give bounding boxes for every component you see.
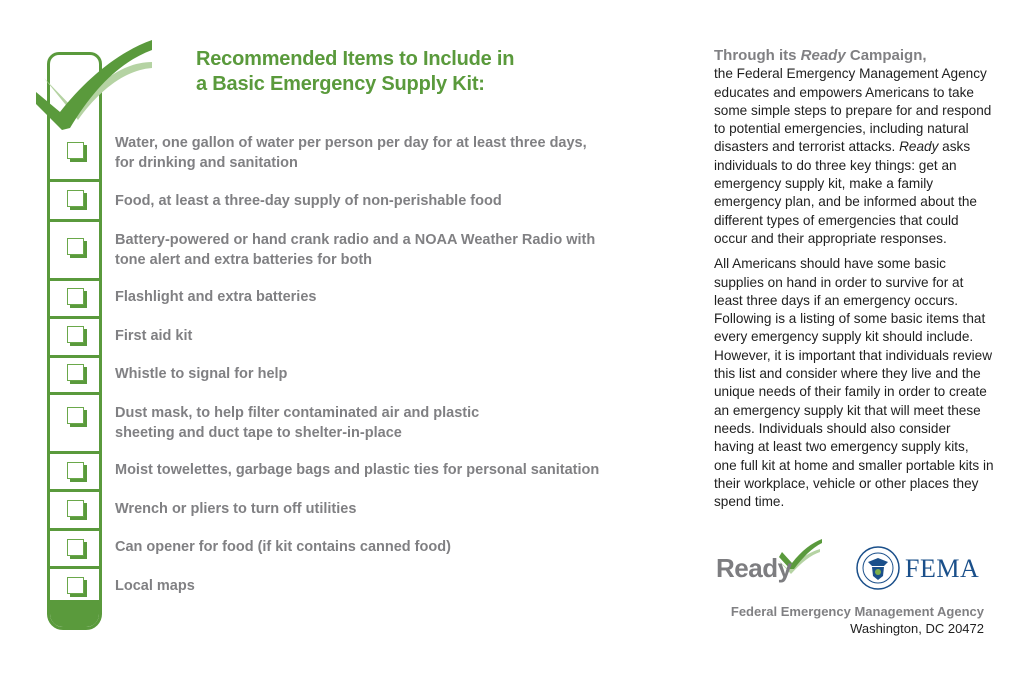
list-item [115,230,655,270]
item-text: Moist towelettes, garbage bags and plastic ties for personal sanitation [115,462,600,478]
item-text: Can opener for food (if kit contains canned food) [115,539,451,555]
item-text: tone alert and extra batteries for both [115,252,373,268]
row-divider [50,179,99,182]
item-text: Local maps [115,578,195,594]
lead-heading [714,47,994,65]
campaign-description [714,47,994,518]
page-title [196,47,514,97]
row-divider [50,566,99,569]
title-line-1: Recommended Items to Include in [196,48,515,70]
checkbox[interactable] [67,500,84,517]
item-text: Food, at least a three-day supply of non-perishable food [115,193,502,209]
list-item [115,403,655,443]
item-text: Dust mask, to help filter contaminated air and plastic [115,405,480,421]
checkbox[interactable] [67,462,84,479]
item-text: Wrench or pliers to turn off utilities [115,501,357,517]
paragraph-text: asks individuals to do three key things: get an emergency supply kit, make a family emergency plan, and be informed about the different types of emergencies that could occur and their appropriate responses. [714,139,977,246]
checkbox[interactable] [67,407,84,424]
list-item [115,499,655,519]
list-item [115,576,655,596]
paragraph-text: the Federal Emergency Management Agency educates and empowers Americans to take some simple steps to prepare for and respond to potential emergencies, including natural disasters and terrorist attacks. [714,66,992,155]
list-item [115,364,655,384]
list-item [115,326,655,346]
paragraph-1 [714,65,994,248]
row-divider [50,316,99,319]
list-item [115,287,655,307]
item-text: sheeting and duct tape to shelter-in-place [115,425,402,441]
checkmark-icon [0,0,200,140]
list-item [115,537,655,557]
fema-logo: FEMA [905,554,980,583]
item-text: Whistle to signal for help [115,366,288,382]
row-divider [50,392,99,395]
list-item [115,133,655,173]
row-divider [50,355,99,358]
list-item [115,460,655,480]
list-item [115,191,655,211]
lead-text: Campaign, [845,47,927,64]
row-divider [50,219,99,222]
row-divider [50,489,99,492]
agency-address: Washington, DC 20472 [850,621,984,636]
lead-italic: Ready [800,47,846,64]
checkbox[interactable] [67,577,84,594]
item-text: First aid kit [115,328,193,344]
checkbox[interactable] [67,364,84,381]
lead-text: Through its [714,47,801,64]
paragraph-2: All Americans should have some basic supplies on hand in order to survive for at least three days if an emergency occurs. Following is a listing of some basic items that every emergency supply kit should include. However, it is important that individuals review this list and consider where they live and the unique needs of their family in order to create an emergency supply kit that will meet these needs. Individuals should also consider having at least two emergency supply kits, one full kit at home and smaller portable kits in their workplace, vehicle or other places they spend time. [714,256,994,510]
row-divider [50,278,99,281]
item-text: for drinking and sanitation [115,155,298,171]
row-divider [50,528,99,531]
checkbox[interactable] [67,142,84,159]
row-divider [50,451,99,454]
ready-logo: Ready [716,553,792,583]
item-text: Battery-powered or hand crank radio and a NOAA Weather Radio with [115,232,596,248]
dhs-seal-icon [856,546,900,590]
tube-bottom-fill [50,600,99,627]
paragraph-italic: Ready [899,139,939,155]
checkbox[interactable] [67,326,84,343]
checkbox[interactable] [67,238,84,255]
item-text: Water, one gallon of water per person per day for at least three days, [115,135,587,151]
checkbox[interactable] [67,539,84,556]
agency-name: Federal Emergency Management Agency [730,604,984,619]
checkbox[interactable] [67,288,84,305]
title-line-2: a Basic Emergency Supply Kit: [196,73,485,95]
checkbox[interactable] [67,190,84,207]
item-text: Flashlight and extra batteries [115,289,317,305]
